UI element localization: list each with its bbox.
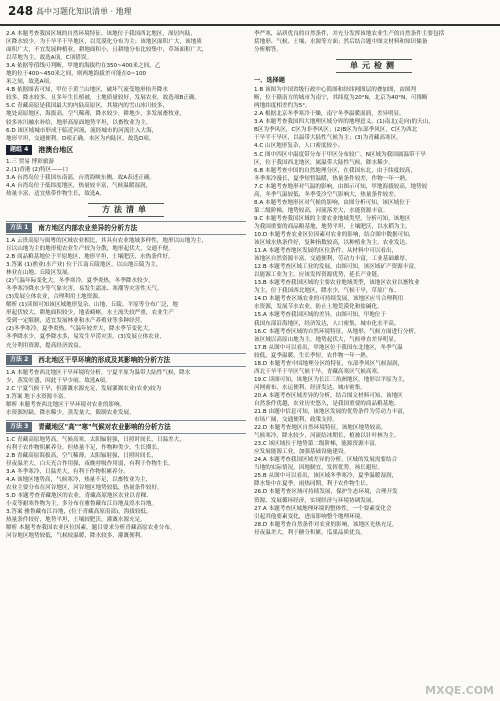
text-line: 28.D 本题考查自然条件对农业的影响，该地区光热充足， (254, 521, 398, 528)
text-line: 4.C 山区地形复杂，人口密度较小。 (254, 143, 344, 150)
text-line: 2.B 商品粮基地位于平原地区，地形平坦，土壤肥沃，水热条件好。 (6, 253, 174, 260)
text-line: 3.A 依据等值线可判断，甲地的海拔约在350~400米之间，乙 (6, 63, 161, 70)
text-line: 米之间，故选A项。 (6, 79, 55, 86)
text-line: 昼夜温差大，白天光合作用强，夜晚呼吸作用弱，有利于作物生长。 (6, 460, 174, 467)
text-line: 该地区自然资源丰富，交通便利，劳动力丰富，工业基础雄厚。 (254, 256, 411, 263)
text-line: 3.A 冬季寒冷，日温差大，有利于作物积累养分。 (6, 469, 129, 476)
book-title: 高中习题化知识清单 · 地理 (36, 7, 132, 16)
text-line: 以能源工业为主，应该发挥资源优势，延长产业链。 (254, 272, 383, 279)
text-line: 6.B 本题考查中国的自然地理分区，在我国东北，由于纬度较高， (254, 167, 416, 174)
method-answers-2 (6, 369, 246, 417)
watermark: MXQE.COM (425, 684, 494, 697)
text-line: 小麦等耐寒作物为主，多分布在雅鲁藏布江谷地及湟水谷地。 (6, 501, 158, 508)
method-title: 西北地区干旱环境的形成及其影响的分析方法 (38, 355, 171, 364)
text-line: 27.A 本题考查区域地理环境的整体性，一个要素变化会 (254, 505, 392, 512)
text-line: 11.A 本题考查地区发展的区位条件，从材料中可以看出， (254, 248, 398, 255)
text-line: 该区域以高原山地为主，地势起伏大，气候垂直差异明显。 (254, 336, 400, 343)
method-title: 青藏地区"高""寒"气候对农业影响的分析方法 (38, 422, 171, 431)
choice-heading: 一、选择题 (254, 77, 285, 85)
text-line: 较低，夏季温暖，生长季短，农作物一年一熟。 (254, 352, 372, 359)
text-line: 8.A 本题考查地形区对气候的影响，由图分析可知，该区域位于 (254, 199, 411, 206)
text-line: 括地形、气候、土壤、水源等方面；然后结合题中图文材料和知识储备 (254, 39, 428, 46)
text-line: 当地的实际情况，因地制宜，发挥优势，扬长避短。 (254, 465, 383, 472)
text-line: 5.D 本题考查青藏地区的农业，青藏高原地区农业以青稞、 (6, 493, 152, 500)
text-line: 1.A 本题考查西北地区干旱环境的分析。宁夏平原为温带大陆性气候，降水 (6, 369, 191, 376)
text-line: 12.B 本题考查区域工业的发展，由图可知，该区域矿产资源丰富， (254, 264, 420, 271)
text-line: 第二级阶梯，地势较高，河流落差大，水能资源丰富。 (254, 207, 389, 214)
text-line: 地形平坦，交通便利。D项正确，本区为内陆区，故选D项。 (6, 135, 155, 142)
text-line: 1.B 该图为中国省级行政中心简图和经纬网图层的叠加图，由图判 (254, 87, 416, 94)
unit-test-answers (254, 86, 494, 537)
unit-test-title: 单元检测 (336, 59, 412, 73)
text-line: 解析 本题考查西北地区干旱环境对农业的影响。 (6, 401, 126, 408)
topic-badge: 题组 4 (6, 145, 32, 155)
text-line: 以草地为主，故选A项，C项错误。 (6, 55, 93, 62)
method-heading-1 (6, 221, 246, 235)
text-line: 5.C 图中四区中温度带分布于甲区分布较广，N区域为我国属温带干旱 (254, 151, 426, 158)
text-line: 资源，发展循环经济，实现经济与环境协调发展。 (254, 497, 378, 504)
text-line: 3.答案 雅鲁藏布江谷地，(位于青藏高原南部)，海拔较低， (6, 509, 152, 516)
text-line: 水资源短缺，降水稀少，蒸发量大，限制农业发展。 (6, 409, 135, 416)
text-line: 热量条件较好，地势平坦，土壤较肥沃，灌溉水源充足。 (6, 517, 146, 524)
text-line: 1.C 青藏高原地势高，气候高寒，太阳辐射强，日照时间长，日温差大， (6, 436, 185, 443)
right-column (254, 30, 494, 537)
text-line: 7.C 本题考查地形对气温的影响，由图示可知，甲地海拔较高，地势较 (254, 183, 428, 190)
text-line: 河网密布，水运便利，经济发达，城市密集。 (254, 384, 366, 391)
text-line: 1.三 贸易 博彩旅游 (6, 158, 55, 165)
text-line: 为我国重要的商品粮基地，地势平坦，土壤肥沃，以水稻为主。 (254, 223, 411, 230)
text-line: 河谷地区地势较低，气候较温暖，降水较多，灌溉便利。 (6, 533, 146, 540)
text-line: 冬季寒冷降水少等气象灾害，易发生霜冻、寒潮等灾害性天气。 (6, 286, 163, 293)
text-line: 19.C 读图可知，该地区为长江三角洲地区，地形以平原为主， (254, 376, 409, 383)
left-column (6, 30, 246, 540)
text-line: 17.B 从图中可以看出，甲地区位于我国东北地区，冬季气温 (254, 344, 403, 351)
text-line: 水资源，发展节水农业，防止土地荒漠化和盐碱化。 (254, 304, 383, 311)
method-banner (6, 203, 246, 217)
text-line: 9.C 本题考查我国区域的主要农业地域类型，分析可知，该地区 (254, 215, 411, 222)
text-line: 6.D 该区域城市形成于临近河流，流经城市的河流注入大海， (6, 127, 158, 134)
method-answers-3 (6, 436, 246, 541)
text-line: 有利于农作物积累养分，但热量不足，作物种类少，生长期长。 (6, 444, 163, 451)
text-line: 且以山地为主的地形使农业生产较为分散，地形起伏大，交通不便。 (6, 245, 174, 252)
text-line: 22.D 本题考查地区自然环境特征，该地区地势较高， (254, 425, 387, 432)
text-line: 13.B 本题考查我国区域的主要农业地域类型，该地区农业以畜牧业 (254, 280, 420, 287)
topic-answers (6, 158, 246, 198)
text-line: (3)发展立体农业，合理利用土地资源。 (6, 294, 104, 301)
text-line: 形起伏较大，耕地面积较少，地表崎岖，水土流失较严重，农业生产 (6, 310, 174, 317)
page-header (0, 0, 500, 26)
topic-heading (6, 145, 246, 156)
text-line: 解析 本题考查我国农业区位因素，题目要求分析青藏高原农业分布， (6, 525, 176, 532)
text-line: 2.(1)香港 (2)特区——口 (6, 166, 69, 173)
text-line: 地的位于400~450米之间，则两地海拔差可能在0~100 (6, 71, 147, 78)
text-line: 3.A 台湾岛位于我国东南部，台湾海峡东侧，故A表述正确。 (6, 174, 156, 181)
text-line: 西北干旱半干旱区气候干旱，青藏高寒区气候高寒。 (254, 368, 383, 375)
text-line: 引起其他要素变化，进而影响整个地理环境。 (254, 513, 366, 520)
text-line: 区降水较少，为干旱半干旱地区，以荒漠化分布为主；该地区面积广大，该地质 (6, 39, 202, 46)
text-line: 我国东部沿海地区，经济发达，人口密集，城市化水平高。 (254, 320, 400, 327)
text-line: 23.C 该区域位于地势第二级阶梯，能源资源丰富， (254, 441, 381, 448)
text-line: 分析解答。 (254, 47, 282, 54)
method-banner-text: 方法清单 (88, 203, 164, 217)
text-line: 高，冬季气温较低，冬季受冷空气影响大，热量条件较差。 (254, 191, 400, 198)
text-line: 为主，位于我国西北地区，降水少，气候干旱，草原广布。 (254, 288, 400, 295)
text-line: 自然条件优越，农业历史悠久，是我国重要的商品粮基地。 (254, 400, 400, 407)
text-line: 24.A 本题考查我国区域差异的分析。区域的发展需要结合 (254, 457, 398, 464)
text-line: 2.A 根据北京冬季寒冷干燥，南宁冬季温暖湿润，差异明显。 (254, 111, 405, 118)
answer-block (6, 30, 246, 143)
text-line: (2)气温年际变化大，冬季寒冷，夏季炎热，冬季降水较少， (6, 278, 154, 285)
text-line: 解析 (1)读图可知该区域地形复杂，山地、丘陵、平原等分布广泛，地 (6, 302, 178, 309)
text-line: 2.A 本题考查我国区域的自然环境特征。该地位于我国西北地区，深居内陆， (6, 31, 196, 37)
text-line: 1.A 云贵高原与闽粤的区域农业相比，其具有农业地域多样性，地形以山地为主， (6, 237, 208, 244)
method-badge: 方法 1 (6, 223, 32, 233)
text-line: 4.A 该地区地势高，气候寒冷，热量不足，以畜牧业为主， (6, 477, 152, 484)
text-line: 干旱半干旱区，以温带大陆性气候为主；(3)为青藏高寒区。 (254, 135, 402, 142)
text-line: 2.B 青藏高原海拔高，空气稀薄，太阳辐射强，日照时间长， (6, 452, 157, 459)
text-line: 受到一定限制，适宜发展林业和水产养殖业等多种经营。 (6, 318, 146, 325)
text-line: 3.A 本题考查我国四大地理区域分界的地理意义。(1)南北(走向)的天山， (254, 119, 434, 126)
text-line: 昼夜温差大，利于糖分积累，瓜果品质优良。 (254, 529, 366, 536)
text-line: 冬季降水少，夏季降水多，易发生旱涝灾害。(3)发展立体农业， (6, 334, 165, 341)
text-line: B区为季风区，C区为非季风区；(2)B区为东部季风区，C区为西北 (254, 127, 418, 134)
text-line: 16.C 本题考查区域的自然环境特征，从地形、气候方面进行分析， (254, 328, 420, 335)
text-line: 3.答案 地下水资源丰富。 (6, 393, 70, 400)
text-line: 2.C 宁夏气候干旱，但灌溉水源充足，发展灌溉农业(农业)较为 (6, 385, 162, 392)
text-line: 4.B 依据图表可知，甲位于黄兰山地区，破坏气流受地形抬升降水 (6, 87, 168, 94)
text-line: 冬季寒冷漫长，夏季短暂温暖，热量条件较差，作物一年一熟。 (254, 175, 411, 182)
method-answers-1 (6, 237, 246, 350)
text-line: 区，位于我国西北地区，属温带大陆性气候，降水稀少。 (254, 159, 394, 166)
text-line: 26.D 本题考查区域可持续发展，保护生态环境，合理开发 (254, 489, 398, 496)
text-line: 4.A 台湾岛位于低纬度地区，热量较丰富，气候温暖湿润， (6, 182, 152, 189)
method-title: 南方地区内部农业差异的分析方法 (38, 223, 138, 232)
text-line: 热量丰富，适宜热带作物生长，故选A。 (6, 190, 105, 197)
method-heading-2 (6, 353, 246, 367)
unit-test-banner (254, 59, 494, 73)
text-line: 3.答案 (1)渔业(水产业) 位于江南丘陵地区，以山地丘陵为主， (6, 262, 162, 269)
text-line: 18.D 本题考查中国地理分区的特征，东部季风区气候湿润， (254, 360, 404, 367)
text-line: 断，位于赣南方的城市为南宁，其纬度为20°N，北京为40°N，可推断 (254, 95, 428, 102)
text-line: 20.A 本题考查区域差异的分析，结合图文材料可知，该地区 (254, 392, 403, 399)
text-line: 5.C 青藏高原是我国最大的内陆高原区，其境内的雪山冰川较多， (6, 103, 169, 110)
text-line: 充分利用资源，提高经济效益。 (6, 342, 85, 349)
text-line: 25.B 从图中可以看出，该区域冬季寒冷，夏季温暖湿润， (254, 473, 398, 480)
answer-block (254, 30, 494, 54)
text-line: (2)冬季寒冷，夏季炎热，气温年较差大，降水季节变化大， (6, 326, 154, 333)
text-line: 少，蒸发旺盛，因此干旱少雨。故选A项。 (6, 377, 111, 384)
page-number: 248 (8, 4, 34, 18)
text-line: 气候寒冷，降水较少，河流结冰期长，植被以针叶林为主。 (254, 433, 400, 440)
text-line: 15.A 本题考查我国区域的差异，由图可知，甲地位于 (254, 312, 386, 319)
text-line: 21.B 由题中信息可知，该地区发展的优势条件为劳动力丰富， (254, 409, 409, 416)
topic-title: 港澳台地区 (38, 146, 74, 155)
method-badge: 方法 3 (6, 422, 32, 432)
method-badge: 方法 2 (6, 355, 32, 365)
text-line: 较多，降水较多，且多年生长植被，土地质量较好，发展农业，故选项B正确。 (6, 95, 201, 102)
text-line: 面积广大，不宜发展种植业，耕地面积小，且耕地分布比较集中，草场面积广大， (6, 47, 208, 54)
text-line: 14.D 本题考查区域农业的可持续发展，该地区应当合理利用 (254, 296, 404, 303)
text-line: 市场广阔，交通便利，政策支持。 (254, 417, 338, 424)
text-line: 两地纬度相差约为5°。 (254, 103, 311, 110)
text-line: 地处高原地区，海拔高，空气稀薄，降水较少，耕地少，多发展畜牧业， (6, 111, 186, 118)
text-line: 该区域水热条件好，复种指数较高，以种植业为主，农业发达。 (254, 240, 411, 247)
text-line: 降水集中在夏季，雨热同期，利于农作物生长。 (254, 481, 372, 488)
text-line: 10.D 本题考查农业区位因素对农业的影响，结合图中数据可知， (254, 231, 415, 238)
text-line: 应发展能源工业，加强基础设施建设。 (254, 449, 350, 456)
text-line: 林业在山地、丘陵区发展。 (6, 270, 74, 277)
text-line: 较多冰川融水补给，地形高原面地势平坦，以畜牧业为主。 (6, 119, 152, 126)
method-heading-3 (6, 420, 246, 434)
text-line: 季严寒，品质优良的自然条件，并充分发挥该地农业生产的自然条件主要包括 (254, 31, 445, 37)
text-line: 农业主要分布在河谷地区，河谷地区地势较低，热量条件较好。 (6, 485, 163, 492)
